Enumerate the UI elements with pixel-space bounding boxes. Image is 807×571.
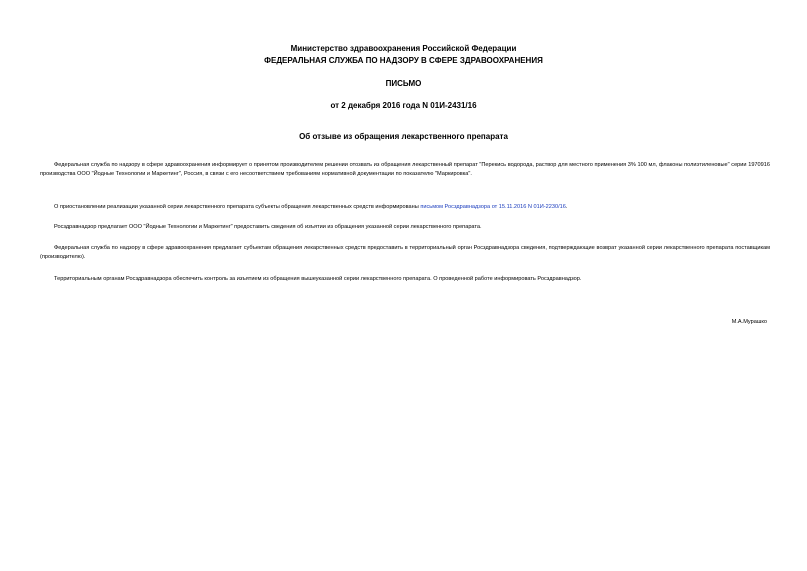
document-subject: Об отзыве из обращения лекарственного препарата xyxy=(299,132,508,141)
paragraph-subjects-request: Федеральная служба по надзору в сфере здравоохранения предлагает субъектам обращения лекарственных средств предоставить в территориальный орган Росздравнадзора сведения, подтверждающие возврат указанной серии лекарственного препарата поставщикам (производителю). xyxy=(40,245,770,260)
document-date-number: от 2 декабря 2016 года N 01И-2431/16 xyxy=(330,101,477,110)
signature: М.А.Мурашко xyxy=(731,319,767,325)
paragraph-territorial-control: Территориальным органам Росздравнадзора обеспечить контроль за изъятием из обращения вышеуказанной серии лекарственного препарата. О проведенной работе информировать Росздравнадзор. xyxy=(54,276,582,282)
paragraph-manufacturer-request: Росздравнадзор предлагает ООО "Йодные Технологии и Маркетинг" предоставить сведения об изъятии из обращения указанной серии лекарственного препарата. xyxy=(54,224,482,230)
paragraph-suspension-text: О приостановлении реализации указанной серии лекарственного препарата субъекты обращения лекарственных средств информированы xyxy=(54,204,421,210)
ministry-title: Министерство здравоохранения Российской Федерации xyxy=(290,44,517,53)
referenced-letter-link[interactable]: письмом Росздравнадзора от 15.11.2016 N 01И-2230/16 xyxy=(420,204,566,210)
document-type: ПИСЬМО xyxy=(385,79,422,88)
paragraph-suspension xyxy=(40,203,770,212)
paragraph-suspension-end: . xyxy=(565,204,568,210)
paragraph-recall-notice: Федеральная служба по надзору в сфере здравоохранения информирует о принятом производителем решении отозвать из обращения лекарственный препарат "Перекись водорода, раствор для местного применения 3% 100 мл, флаконы полиэтиленовые" серии 1970916 производства ООО "Йодные Технологии и Маркетинг", Россия, в связи с его несоответствием требованиям нормативной документации по показателю "Маркировка". xyxy=(40,162,770,177)
service-title: ФЕДЕРАЛЬНАЯ СЛУЖБА ПО НАДЗОРУ В СФЕРЕ ЗДРАВООХРАНЕНИЯ xyxy=(264,56,543,65)
